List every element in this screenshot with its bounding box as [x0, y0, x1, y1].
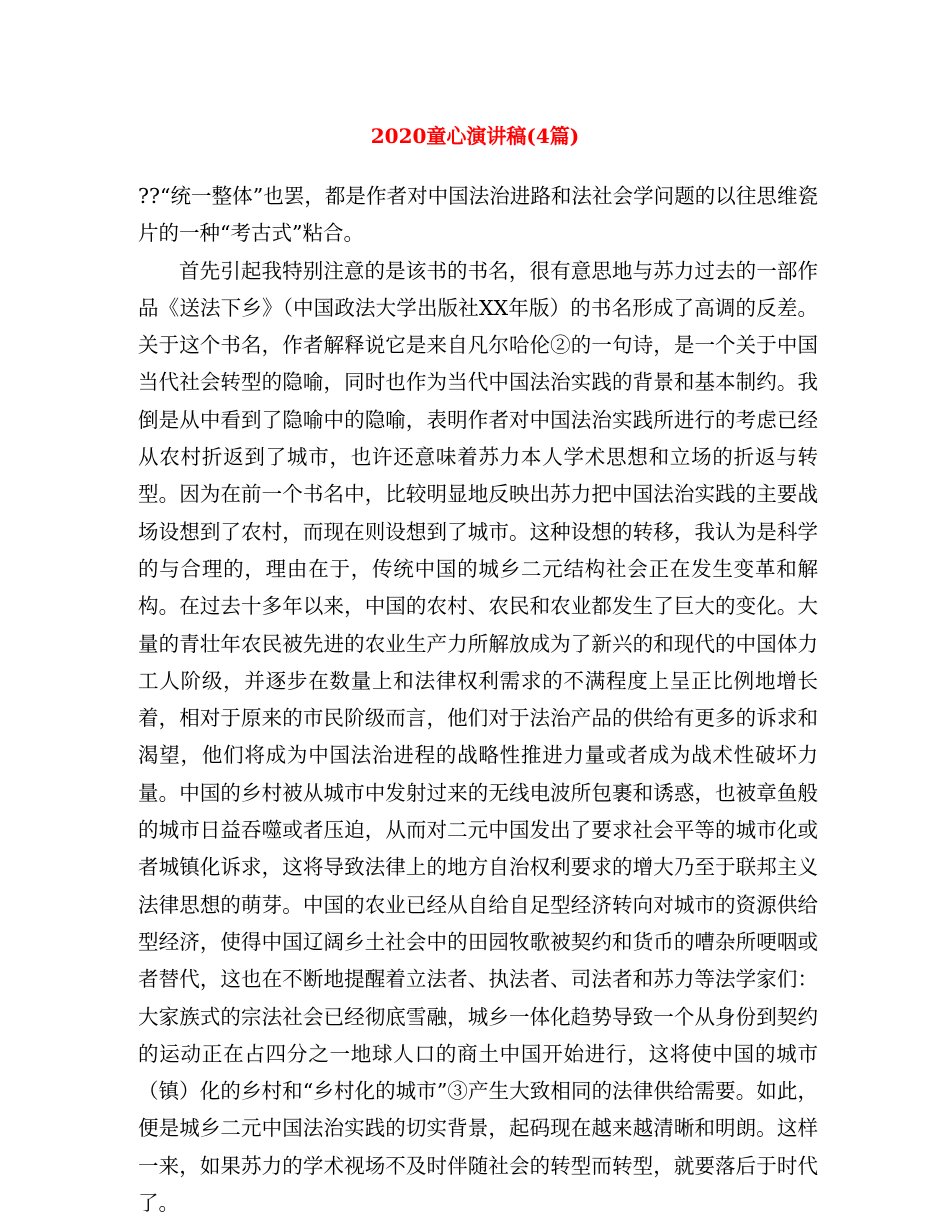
- document-title: 2020童心演讲稿(4篇): [370, 124, 580, 148]
- paragraph-1: ??“统一整体”也罢，都是作者对中国法治进路和法社会学问题的以往思维瓷片的一种“考古式”粘合。: [138, 184, 818, 246]
- document-body: [138, 178, 818, 1222]
- paragraph-2: 首先引起我特别注意的是该书的书名，很有意思地与苏力过去的一部作品《送法下乡》（中国政法大学出版社XX年版）的书名形成了高调的反差。关于这个书名，作者解释说它是来自凡尔哈伦②的一句诗，是一个关于中国当代社会转型的隐喻，同时也作为当代中国法治实践的背景和基本制约。我倒是从中看到了隐喻中的隐喻，表明作者对中国法治实践所进行的考虑已经从农村折返到了城市，也许还意味着苏力本人学术思想和立场的折返与转型。因为在前一个书名中，比较明显地反映出苏力把中国法治实践的主要战场设想到了农村，而现在则设想到了城市。这种设想的转移，我认为是科学的与合理的，理由在于，传统中国的城乡二元结构社会正在发生变革和解构。在过去十多年以来，中国的农村、农民和农业都发生了巨大的变化。大量的青壮年农民被先进的农业生产力所解放成为了新兴的和现代的中国体力工人阶级，并逐步在数量上和法律权利需求的不满程度上呈正比例地增长着，相对于原来的市民阶级而言，他们对于法治产品的供给有更多的诉求和渴望，他们将成为中国法治进程的战略性推进力量或者成为战术性破坏力量。中国的乡村被从城市中发射过来的无线电波所包裹和诱惑，也被章鱼般的城市日益吞噬或者压迫，从而对二元中国发出了要求社会平等的城市化或者城镇化诉求，这将导致法律上的地方自治权利要求的增大乃至于联邦主义法律思想的萌芽。中国的农业已经从自给自足型经济转向对城市的资源供给型经济，使得中国辽阔乡土社会中的田园牧歌被契约和货币的嘈杂所哽咽或者替代，这也在不断地提醒着立法者、执法者、司法者和苏力等法学家们：大家族式的宗法社会已经彻底雪融，城乡一体化趋势导致一个从身份到契约的运动正在占四分之一地球人口的商土中国开始进行，这将使中国的城市（镇）化的乡村和“乡村化的城市”③产生大致相同的法律供给需要。如此，便是城乡二元中国法治实践的切实背景，起码现在越来越清晰和明朗。这样一来，如果苏力的学术视场不及时伴随社会的转型而转型，就要落后于时代了。: [138, 258, 818, 1216]
